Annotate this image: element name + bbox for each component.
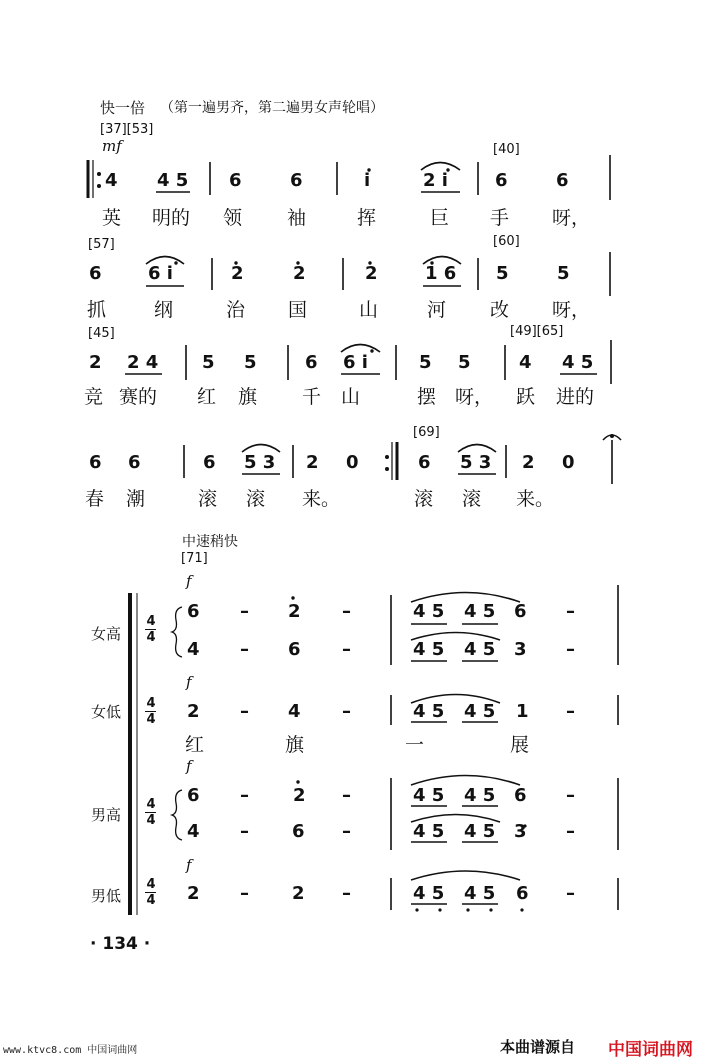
note: 4 5 xyxy=(413,601,445,622)
dash: – xyxy=(342,785,351,806)
note: 4 5 xyxy=(413,883,445,904)
note: i xyxy=(364,170,371,191)
octave-dot xyxy=(296,780,299,783)
note: 0 xyxy=(562,452,575,473)
time-signature-bottom: 4 xyxy=(146,712,156,727)
lyric: 呀， xyxy=(552,299,591,321)
site-url: www.ktvc8.com 中国词曲网 xyxy=(3,1045,138,1056)
dash: – xyxy=(566,821,575,842)
dash: – xyxy=(240,785,249,806)
note: 1 6 xyxy=(425,263,457,284)
note: 6 xyxy=(290,170,303,191)
page-number: · 134 · xyxy=(90,934,151,954)
rehearsal-mark: [57] xyxy=(88,237,115,252)
slur xyxy=(411,871,520,880)
lyric: 进的 xyxy=(556,386,595,408)
repeat-dot xyxy=(385,455,389,459)
slur xyxy=(458,445,496,453)
low-octave-dot xyxy=(466,908,469,911)
dash: – xyxy=(240,639,249,660)
note: 6 xyxy=(305,352,318,373)
low-octave-dot xyxy=(415,908,418,911)
note: 4 5 xyxy=(464,701,496,722)
lyric: 潮 xyxy=(126,488,146,510)
note: 2 xyxy=(522,452,535,473)
note: 4 5 xyxy=(464,785,496,806)
slur xyxy=(341,345,380,353)
low-octave-dot xyxy=(489,908,492,911)
time-signature xyxy=(145,615,157,644)
lyric: 山 xyxy=(341,386,361,408)
lyric: 山 xyxy=(359,299,379,321)
brand-logo-text[interactable]: 中国词曲网 xyxy=(608,1040,693,1060)
dynamic-mf: mf xyxy=(102,137,122,155)
lyric: 挥 xyxy=(357,207,377,229)
dash: – xyxy=(342,701,351,722)
dash: – xyxy=(342,821,351,842)
lyric: 竞 xyxy=(84,386,104,408)
dash: – xyxy=(566,601,575,622)
time-signature-top: 4 xyxy=(146,877,156,892)
lyric: 旗 xyxy=(285,734,305,756)
note: 4 5 xyxy=(464,883,496,904)
time-signature xyxy=(145,798,157,827)
lyric: 手 xyxy=(490,207,510,229)
note: 6 i xyxy=(148,263,173,284)
lyric: 治 xyxy=(226,299,246,321)
slur xyxy=(421,163,460,171)
time-signature-bottom: 4 xyxy=(146,630,156,645)
note: 2 xyxy=(365,263,378,284)
time-signature xyxy=(145,697,157,726)
note: 6 i xyxy=(343,352,368,373)
dash: – xyxy=(240,883,249,904)
time-signature-top: 4 xyxy=(146,614,156,629)
lyric: 滚 xyxy=(414,488,434,510)
note: 6 xyxy=(556,170,569,191)
slur xyxy=(411,776,520,786)
note: 6 xyxy=(516,883,529,904)
lyric: 纲 xyxy=(154,299,174,321)
lyric: 来。 xyxy=(516,488,555,510)
rehearsal-mark: [71] xyxy=(181,551,208,566)
note: 4 5 xyxy=(413,785,445,806)
note: 2 xyxy=(293,263,306,284)
note: 4 5 xyxy=(464,639,496,660)
time-signature-bottom: 4 xyxy=(146,893,156,908)
note: 4 xyxy=(288,701,301,722)
note: 2 xyxy=(89,352,102,373)
rehearsal-mark: [69] xyxy=(413,425,440,440)
note: 6 xyxy=(203,452,216,473)
note: 5 3 xyxy=(244,452,276,473)
note: 4 xyxy=(187,639,200,660)
lyric: 来。 xyxy=(302,488,341,510)
note: 2 4 xyxy=(127,352,159,373)
part-label-bass: 男低 xyxy=(91,887,122,905)
lyric: 领 xyxy=(223,207,243,229)
note: 6 xyxy=(187,785,200,806)
note: 2 xyxy=(293,785,306,806)
note: 2 xyxy=(292,883,305,904)
note: 6 xyxy=(292,821,305,842)
section-tempo: 中速稍快 xyxy=(182,534,238,550)
time-signature-top: 4 xyxy=(146,797,156,812)
note: 5 xyxy=(244,352,257,373)
rehearsal-mark: [49][65] xyxy=(510,324,564,339)
time-signature-top: 4 xyxy=(146,696,156,711)
lyric: 滚 xyxy=(198,488,218,510)
performance-note: （第一遍男齐，第二遍男女声轮唱） xyxy=(160,100,384,116)
lyric: 明的 xyxy=(152,207,191,229)
note: 6 xyxy=(128,452,141,473)
lyric: 改 xyxy=(490,299,510,321)
lyric: 一 xyxy=(405,734,425,756)
note: 5 3 xyxy=(460,452,492,473)
repeat-dot xyxy=(385,467,389,471)
brace-soprano xyxy=(172,607,182,657)
dash: – xyxy=(342,601,351,622)
note: 2 xyxy=(187,883,200,904)
dash: – xyxy=(240,701,249,722)
note: 4 5 xyxy=(464,821,496,842)
lyric: 跃 xyxy=(516,386,536,408)
rehearsal-mark: [60] xyxy=(493,234,520,249)
rehearsal-mark: [37][53] xyxy=(100,122,154,137)
note: 5 xyxy=(557,263,570,284)
note: 6 xyxy=(229,170,242,191)
part-label-tenor: 男高 xyxy=(91,806,122,824)
lyric: 滚 xyxy=(246,488,266,510)
note: 4 5 xyxy=(413,821,445,842)
dash: – xyxy=(240,821,249,842)
low-octave-dot xyxy=(520,908,523,911)
note: 5 xyxy=(458,352,471,373)
note: 4 5 xyxy=(413,701,445,722)
repeat-dot xyxy=(97,184,101,188)
dash: – xyxy=(566,701,575,722)
fermata-dot xyxy=(610,434,614,438)
dash: – xyxy=(566,785,575,806)
note: 5 xyxy=(496,263,509,284)
note: 2 i xyxy=(423,170,448,191)
lyric: 千 xyxy=(302,386,322,408)
lyric: 赛的 xyxy=(119,386,158,408)
time-signature-bottom: 4 xyxy=(146,813,156,828)
note: 6 xyxy=(514,785,527,806)
lyric: 呀， xyxy=(552,207,591,229)
note: 2 xyxy=(187,701,200,722)
repeat-dot xyxy=(97,172,101,176)
note: 4 5 xyxy=(562,352,594,373)
lyric: 河 xyxy=(427,299,447,321)
rehearsal-mark: [45] xyxy=(88,326,115,341)
note: 4 5 xyxy=(464,601,496,622)
lyric: 袖 xyxy=(287,207,307,229)
note: 6 xyxy=(514,601,527,622)
octave-dot xyxy=(370,349,373,352)
note: 4 5 xyxy=(413,639,445,660)
note: 3 xyxy=(514,821,527,842)
dash: – xyxy=(342,883,351,904)
dash: – xyxy=(240,601,249,622)
dash: – xyxy=(342,639,351,660)
lyric: 呀， xyxy=(455,386,494,408)
lyric: 摆 xyxy=(417,386,437,408)
dash: – xyxy=(566,639,575,660)
lyric: 国 xyxy=(288,299,308,321)
note: 6 xyxy=(89,263,102,284)
part-label-soprano: 女高 xyxy=(91,625,122,643)
dash: – xyxy=(566,883,575,904)
tempo-marking: 快一倍 xyxy=(100,99,146,117)
note: 6 xyxy=(495,170,508,191)
lyric: 英 xyxy=(102,207,122,229)
lyric: 巨 xyxy=(430,207,450,229)
low-octave-dot xyxy=(438,908,441,911)
note: 6 xyxy=(89,452,102,473)
note: 4 xyxy=(187,821,200,842)
dynamic-f: f xyxy=(186,856,192,874)
note: 5 xyxy=(202,352,215,373)
octave-dot xyxy=(291,596,294,599)
note: 4 xyxy=(519,352,532,373)
part-label-alto: 女低 xyxy=(91,703,122,721)
lyric: 滚 xyxy=(462,488,482,510)
rehearsal-mark: [40] xyxy=(493,142,520,157)
slur xyxy=(242,445,280,453)
dynamic-f: f xyxy=(186,757,192,775)
lyric: 春 xyxy=(85,488,105,510)
lyric: 旗 xyxy=(238,386,258,408)
lyric: 展 xyxy=(510,734,530,756)
time-signature xyxy=(145,878,157,907)
note: 2 xyxy=(306,452,319,473)
note: 4 5 xyxy=(157,170,189,191)
note: 3 xyxy=(514,639,527,660)
note: 4 xyxy=(105,170,118,191)
note: 2 xyxy=(231,263,244,284)
octave-dot xyxy=(174,261,177,264)
note: 5 xyxy=(419,352,432,373)
dynamic-f: f xyxy=(186,572,192,590)
note: 6 xyxy=(288,639,301,660)
note: 0 xyxy=(346,452,359,473)
note: 2 xyxy=(288,601,301,622)
lyric: 红 xyxy=(197,386,217,408)
note: 6 xyxy=(418,452,431,473)
dynamic-f: f xyxy=(186,673,192,691)
note: 1 xyxy=(516,701,529,722)
lyric: 红 xyxy=(185,734,205,756)
brace-tenor xyxy=(172,790,182,840)
lyric: 抓 xyxy=(87,299,107,321)
source-label: 本曲谱源自 xyxy=(500,1038,576,1056)
note: 6 xyxy=(187,601,200,622)
